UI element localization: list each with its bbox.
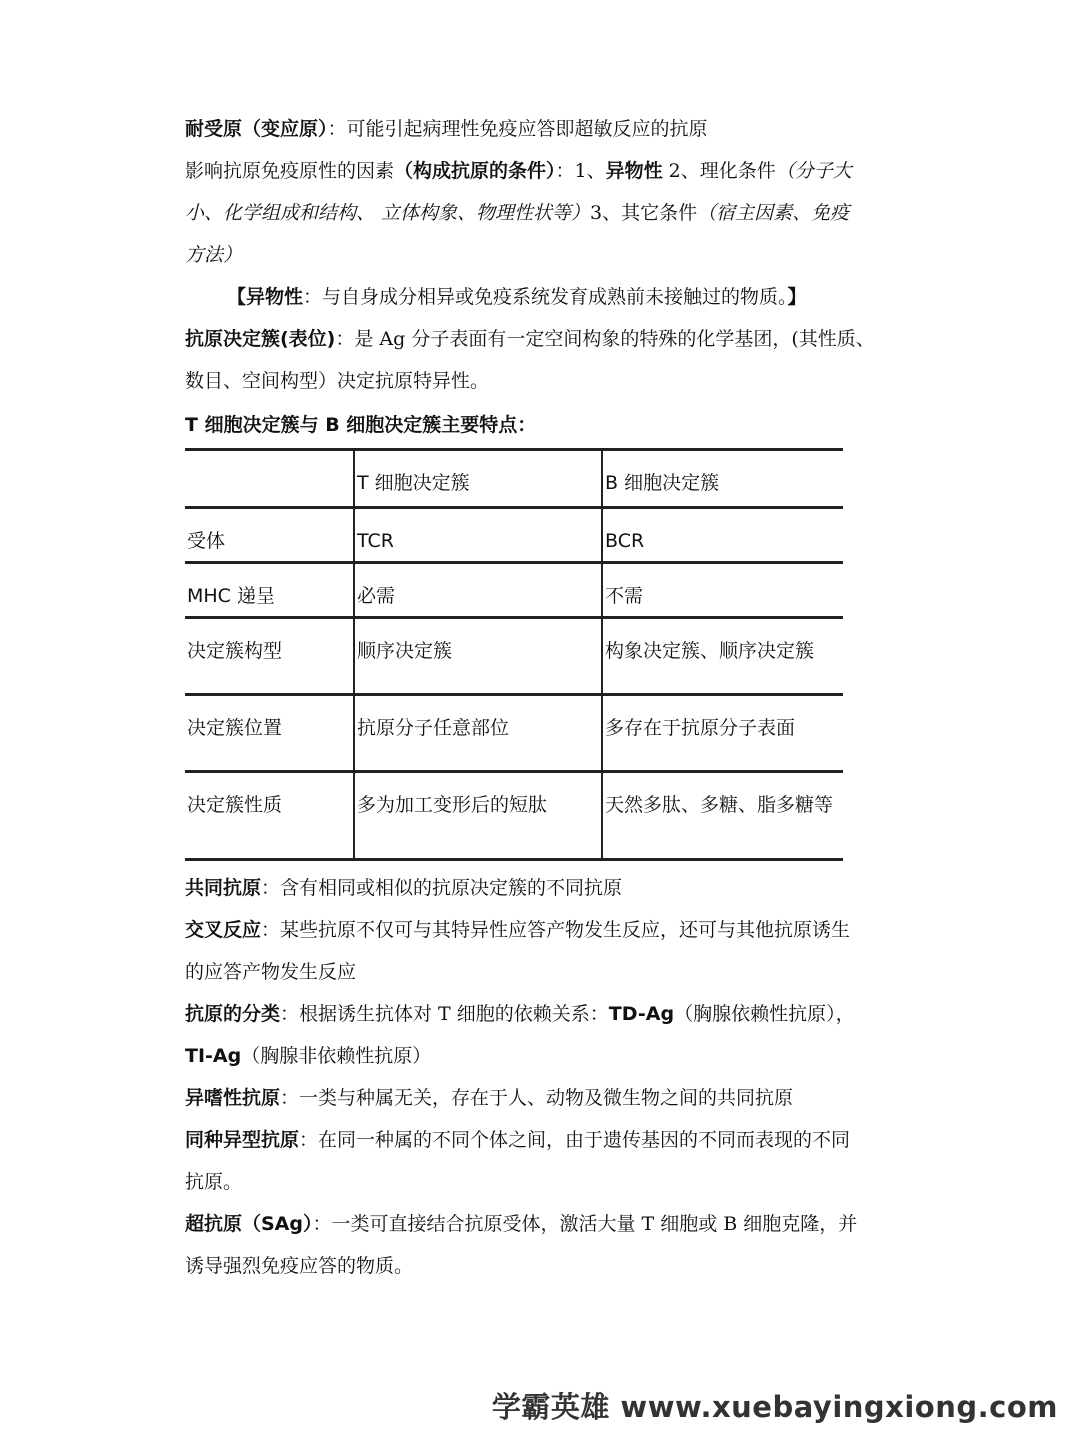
text-segment: 3、其它条件 bbox=[590, 202, 698, 224]
definition-text: （胸腺非依赖性抗原） bbox=[241, 1045, 432, 1067]
definition-text: ：可能引起病理性免疫应答即超敏反应的抗原 bbox=[327, 118, 708, 140]
paragraph-superantigen-cont bbox=[185, 1245, 905, 1287]
table-row bbox=[185, 618, 843, 695]
definition-text: ：是 Ag 分子表面有一定空间构象的特殊的化学基团，(其性质、 bbox=[335, 328, 875, 350]
table-cell: 天然多肽、多糖、脂多糖等 bbox=[602, 772, 843, 860]
epitope-comparison-table bbox=[185, 448, 843, 861]
term-tolerogen: 耐受原（变应原） bbox=[185, 118, 328, 140]
term-epitope: 抗原决定簇(表位) bbox=[185, 328, 336, 350]
term-heterophile: 异嗜性抗原 bbox=[185, 1087, 281, 1109]
definition-text: 数目、空间构型）决定抗原特异性。 bbox=[185, 370, 490, 392]
table-row bbox=[185, 772, 843, 860]
table-row bbox=[185, 695, 843, 772]
paragraph-tolerogen bbox=[185, 108, 905, 150]
table-cell: BCR bbox=[602, 508, 843, 563]
table-cell: 多为加工变形后的短肽 bbox=[354, 772, 602, 860]
table-cell: TCR bbox=[354, 508, 602, 563]
italic-segment: （分子大 bbox=[775, 160, 852, 182]
paragraph-epitope-cont bbox=[185, 360, 905, 402]
header-cell bbox=[185, 450, 354, 508]
paragraph-common-antigen bbox=[185, 867, 905, 909]
document-page bbox=[185, 108, 905, 1287]
paragraph-alloantigen-cont bbox=[185, 1161, 905, 1203]
paragraph-alloantigen bbox=[185, 1119, 905, 1161]
paragraph-factors-end bbox=[185, 234, 905, 276]
definition-text: ：在同一种属的不同个体之间，由于遗传基因的不同而表现的不同 bbox=[299, 1129, 851, 1151]
paragraph-classification-cont bbox=[185, 1035, 905, 1077]
text-segment: ：1、 bbox=[555, 160, 606, 182]
table-cell: 必需 bbox=[354, 563, 602, 618]
term-superantigen: 超抗原（SAg） bbox=[185, 1213, 313, 1235]
italic-segment: 方法） bbox=[185, 244, 243, 266]
row-label: 受体 bbox=[185, 508, 354, 563]
term-cross-reaction: 交叉反应 bbox=[185, 919, 262, 941]
definition-text: ：含有相同或相似的抗原决定簇的不同抗原 bbox=[261, 877, 623, 899]
paragraph-epitope bbox=[185, 318, 905, 360]
paragraph-factors bbox=[185, 150, 905, 192]
paragraph-foreignness bbox=[185, 276, 905, 318]
paragraph-factors-cont bbox=[185, 192, 905, 234]
definition-text: 诱导强烈免疫应答的物质。 bbox=[185, 1255, 414, 1277]
table-cell: 抗原分子任意部位 bbox=[354, 695, 602, 772]
paragraph-classification bbox=[185, 993, 905, 1035]
table-title: T 细胞决定簇与 B 细胞决定簇主要特点： bbox=[185, 414, 537, 436]
paragraph-superantigen bbox=[185, 1203, 905, 1245]
site-watermark: 学霸英雄 www.xuebayingxiong.com bbox=[491, 1390, 1058, 1424]
table-row bbox=[185, 508, 843, 563]
text-segment: 影响抗原免疫原性的因素 bbox=[185, 160, 395, 182]
definition-text: （胸腺依赖性抗原）， bbox=[674, 1003, 855, 1025]
row-label: MHC 递呈 bbox=[185, 563, 354, 618]
table-cell: 多存在于抗原分子表面 bbox=[602, 695, 843, 772]
term-conditions: （构成抗原的条件） bbox=[394, 160, 556, 182]
header-cell: B 细胞决定簇 bbox=[602, 450, 843, 508]
table-cell: 构象决定簇、顺序决定簇 bbox=[602, 618, 843, 695]
table-cell: 顺序决定簇 bbox=[354, 618, 602, 695]
table-header-row bbox=[185, 450, 843, 508]
definition-text: ：一类与种属无关，存在于人、动物及微生物之间的共同抗原 bbox=[280, 1087, 794, 1109]
term-foreignness: 异物性 bbox=[605, 160, 663, 182]
row-label: 决定簇性质 bbox=[185, 772, 354, 860]
definition-text: 的应答产物发生反应 bbox=[185, 961, 357, 983]
definition-text: ：根据诱生抗体对 T 细胞的依赖关系： bbox=[280, 1003, 609, 1025]
term-alloantigen: 同种异型抗原 bbox=[185, 1129, 300, 1151]
paragraph-heterophile bbox=[185, 1077, 905, 1119]
term-foreignness-def: 【异物性 bbox=[227, 286, 304, 308]
term-classification: 抗原的分类 bbox=[185, 1003, 281, 1025]
row-label: 决定簇构型 bbox=[185, 618, 354, 695]
definition-text: 抗原。 bbox=[185, 1171, 243, 1193]
definition-text: ：某些抗原不仅可与其特异性应答产物发生反应，还可与其他抗原诱生 bbox=[261, 919, 851, 941]
term-common-antigen: 共同抗原 bbox=[185, 877, 262, 899]
italic-segment: 小、化学组成和结构、 立体构象、物理性状等） bbox=[185, 202, 591, 224]
text-segment: 2、理化条件 bbox=[662, 160, 776, 182]
term-ti-ag: TI-Ag bbox=[185, 1045, 242, 1067]
definition-text: ：一类可直接结合抗原受体，激活大量 T 细胞或 B 细胞克隆，并 bbox=[312, 1213, 858, 1235]
definition-text: ：与自身成分相异或免疫系统发育成熟前未接触过的物质。 bbox=[303, 286, 788, 308]
header-cell: T 细胞决定簇 bbox=[354, 450, 602, 508]
term-td-ag: TD-Ag bbox=[608, 1003, 675, 1025]
after-table-section bbox=[185, 867, 905, 1287]
table-cell: 不需 bbox=[602, 563, 843, 618]
bracket-end: 】 bbox=[787, 286, 807, 308]
paragraph-cross-reaction-cont bbox=[185, 951, 905, 993]
paragraph-cross-reaction bbox=[185, 909, 905, 951]
row-label: 决定簇位置 bbox=[185, 695, 354, 772]
italic-segment: （宿主因素、免疫 bbox=[697, 202, 850, 224]
table-row bbox=[185, 563, 843, 618]
